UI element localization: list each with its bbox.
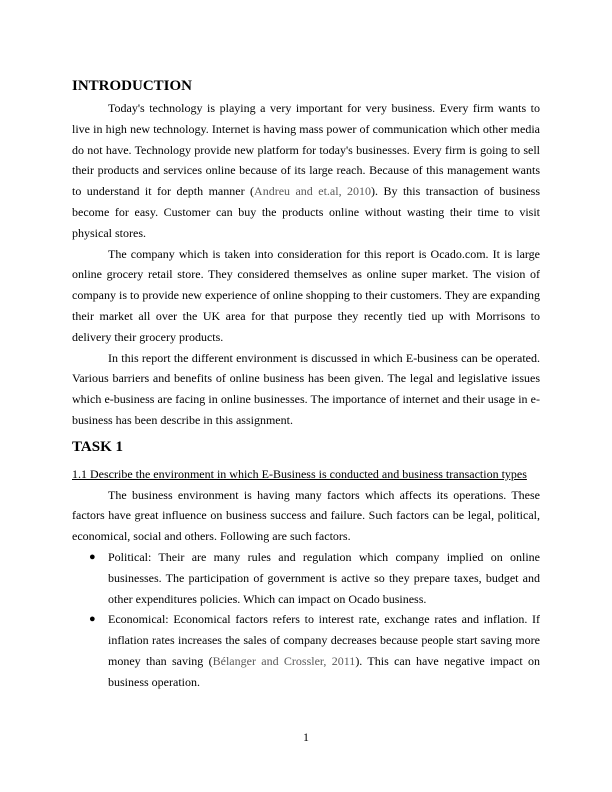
paragraph-text: Today's technology is playing a very important for very business. Every firm wants to live in high new technology. Internet is having mass power of communication which other media do not have. Technology provide new platform for today's businesses. Every firm is going to sell their products and services online because of its large reach. Because of this management wants to understand it for depth manner ( [72, 101, 540, 199]
task-1-paragraph-1: The business environment is having many factors which affects its operations. These factors have great influence on business success and failure. Such factors can be legal, political, economical, social and others. Following are such factors. [72, 487, 540, 544]
page-content [72, 76, 540, 693]
list-item-text: Economical: Economical factors refers to interest rate, exchange rates and inflation. If inflation rates increases the sales of company decreases because people start saving more money than saving ( [108, 612, 540, 668]
list-item-political [72, 547, 540, 609]
task-1-heading: TASK 1 [72, 438, 123, 455]
bullet-icon: ● [89, 613, 96, 626]
list-item-text: Political: Their are many rules and regulation which company implied on online businesses. The participation of government is active so they prepare taxes, budget and other expenditures policies. Which can impact on Ocado business. [108, 549, 540, 606]
paragraph-text: ). By this transaction of business become for easy. Customer can buy the products online without wasting their time to visit physical stores. [72, 184, 540, 240]
factors-list [72, 547, 540, 693]
introduction-paragraph-3: In this report the different environment is discussed in which E-business can be operated. Various barriers and benefits of online business has been given. The legal and legislative issues which e-business are facing in online businesses. The importance of internet and their usage in e-business has been describe in this assignment. [72, 350, 540, 427]
introduction-paragraph-2: The company which is taken into consideration for this report is Ocado.com. It is large online grocery retail store. They considered themselves as online super market. The vision of company is to provide new experience of online shopping to their customers. They are expanding their market all over the UK area for that purpose they recently tied up with Morrisons to delivery their grocery products. [72, 246, 540, 344]
introduction-paragraph-1 [72, 98, 540, 244]
list-item-economical [72, 609, 540, 692]
citation: Andreu and et.al, 2010 [254, 184, 372, 199]
bullet-icon: ● [89, 550, 96, 563]
page-number: 1 [303, 730, 309, 744]
list-item-text: ). This can have negative impact on business operation. [108, 653, 540, 689]
task-1-subheading: 1.1 Describe the environment in which E-Business is conducted and business transaction types [72, 466, 527, 481]
citation: Bélanger and Crossler, 2011 [212, 653, 356, 668]
introduction-heading: INTRODUCTION [72, 78, 193, 94]
